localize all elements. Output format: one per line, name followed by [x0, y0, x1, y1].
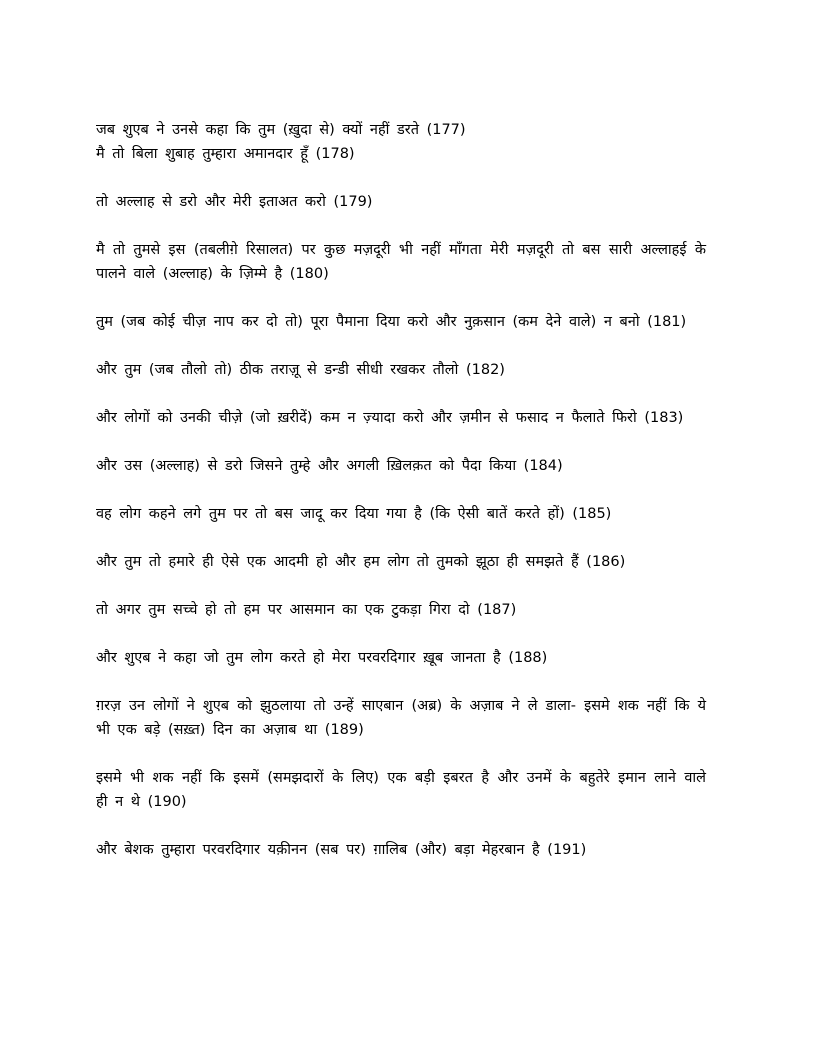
verse-188: और शुएब ने कहा जो तुम लोग करते हो मेरा परवरदिगार ख़ूब जानता है (188) — [96, 650, 548, 666]
verse-177: जब शुएब ने उनसे कहा कि तुम (ख़ुदा से) क्यों नहीं डरते (177) — [96, 122, 466, 138]
verse-179: तो अल्लाह से डरो और मेरी इताअत करो (179) — [96, 194, 373, 210]
verse-187: तो अगर तुम सच्चे हो तो हम पर आसमान का एक टुकड़ा गिरा दो (187) — [96, 602, 517, 618]
verse-180: मै तो तुमसे इस (तबलीग़े रिसालत) पर कुछ मज़दूरी भी नहीं माँगता मेरी मज़दूरी तो बस सारी अल्लाहई के पालने वाले (अल्लाह) के ज़िम्मे है (180) — [96, 242, 706, 282]
verse-182: और तुम (जब तौलो तो) ठीक तराज़ू से डन्डी सीधी रखकर तौलो (182) — [96, 362, 505, 378]
verse-184: और उस (अल्लाह) से डरो जिसने तुम्हे और अगली ख़िलक़त को पैदा किया (184) — [96, 458, 563, 474]
verse-185: वह लोग कहने लगे तुम पर तो बस जादू कर दिया गया है (कि ऐसी बातें करते हों) (185) — [96, 506, 612, 522]
verse-186: और तुम तो हमारे ही ऐसे एक आदमी हो और हम लोग तो तुमको झूठा ही समझते हैं (186) — [96, 554, 626, 570]
verse-191: और बेशक तुम्हारा परवरदिगार यक़ीनन (सब पर) ग़ालिब (और) बड़ा मेहरबान है (191) — [96, 842, 587, 858]
verse-178: मै तो बिला शुबाह तुम्हारा अमानदार हूँ (178) — [96, 146, 355, 162]
verse-189: ग़रज़ उन लोगों ने शुएब को झुठलाया तो उन्हें साएबान (अब्र) के अज़ाब ने ले डाला- इसमे शक नहीं कि ये भी एक बड़े (सख़्त) दिन का अज़ाब था (189) — [96, 698, 706, 738]
verse-190: इसमे भी शक नहीं कि इसमें (समझदारों के लिए) एक बड़ी इबरत है और उनमें के बहुतेरे इमान लाने वाले ही न थे (190) — [96, 770, 706, 810]
verse-183: और लोगों को उनकी चीज़े (जो ख़रीदें) कम न ज़्यादा करो और ज़मीन से फसाद न फैलाते फिरो (183) — [96, 410, 684, 426]
document-page — [96, 118, 706, 886]
verse-181: तुम (जब कोई चीज़ नाप कर दो तो) पूरा पैमाना दिया करो और नुक़सान (कम देने वाले) न बनो (181) — [96, 314, 687, 330]
